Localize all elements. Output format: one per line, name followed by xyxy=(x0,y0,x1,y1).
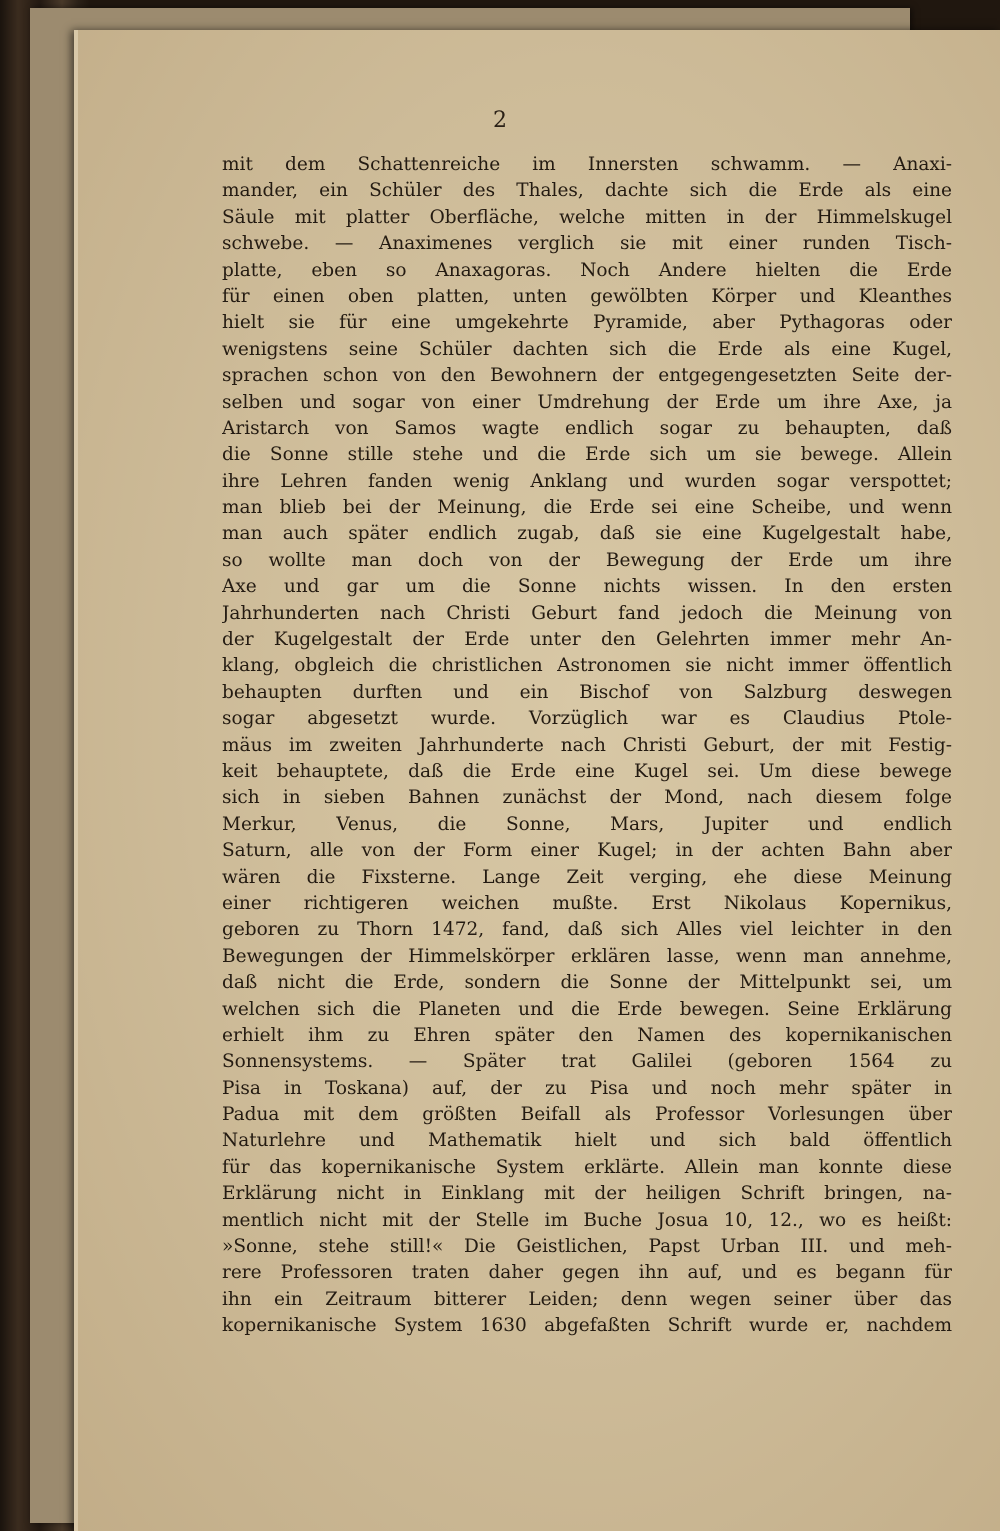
text-line: keit behauptete, daß die Erde eine Kugel sei. Um diese bewege xyxy=(222,760,952,782)
page-number: 2 xyxy=(493,108,507,133)
text-line: hielt sie für eine umgekehrte Pyramide, aber Pythagoras oder xyxy=(222,312,952,334)
text-line: Aristarch von Samos wagte endlich sogar zu behaupten, daß xyxy=(222,417,952,439)
page-edge xyxy=(74,30,78,1531)
text-line: Saturn, alle von der Form einer Kugel; in der achten Bahn aber xyxy=(222,840,952,862)
text-line: Naturlehre und Mathematik hielt und sich bald öffentlich xyxy=(222,1130,952,1152)
text-line: Axe und gar um die Sonne nichts wissen. In den ersten xyxy=(222,576,952,598)
text-line: schwebe. — Anaximenes verglich sie mit einer runden Tisch- xyxy=(222,233,952,255)
text-line: »Sonne, stehe still!« Die Geistlichen, Papst Urban III. und meh- xyxy=(222,1236,952,1258)
text-line: für das kopernikanische System erklärte. Allein man konnte diese xyxy=(222,1156,952,1178)
text-line: mäus im zweiten Jahrhunderte nach Christi Geburt, der mit Festig- xyxy=(222,734,952,756)
text-line: wenigstens seine Schüler dachten sich die Erde als eine Kugel, xyxy=(222,338,952,360)
text-line: einer richtigeren weichen mußte. Erst Nikolaus Kopernikus, xyxy=(222,892,952,914)
text-line: daß nicht die Erde, sondern die Sonne der Mittelpunkt sei, um xyxy=(222,972,952,994)
text-line: geboren zu Thorn 1472, fand, daß sich Alles viel leichter in den xyxy=(222,919,952,941)
text-line: man auch später endlich zugab, daß sie eine Kugelgestalt habe, xyxy=(222,523,952,545)
text-line: Erklärung nicht in Einklang mit der heiligen Schrift bringen, na- xyxy=(222,1183,952,1205)
text-line: ihre Lehren fanden wenig Anklang und wurden sogar verspottet; xyxy=(222,470,952,492)
text-line: Jahrhunderten nach Christi Geburt fand jedoch die Meinung von xyxy=(222,602,952,624)
text-line: ihn ein Zeitraum bitterer Leiden; denn wegen seiner über das xyxy=(222,1288,952,1310)
text-line: sich in sieben Bahnen zunächst der Mond, nach diesem folge xyxy=(222,787,952,809)
text-line: Padua mit dem größten Beifall als Professor Vorlesungen über xyxy=(222,1104,952,1126)
text-line: Pisa in Toskana) auf, der zu Pisa und noch mehr später in xyxy=(222,1077,952,1099)
text-line: welchen sich die Planeten und die Erde bewegen. Seine Erklärung xyxy=(222,998,952,1020)
text-line: platte, eben so Anaxagoras. Noch Andere hielten die Erde xyxy=(222,259,952,281)
text-line: Merkur, Venus, die Sonne, Mars, Jupiter und endlich xyxy=(222,813,952,835)
text-line: man blieb bei der Meinung, die Erde sei eine Scheibe, und wenn xyxy=(222,497,952,519)
text-line: Bewegungen der Himmelskörper erklären lasse, wenn man annehme, xyxy=(222,945,952,967)
body-text xyxy=(222,152,952,1340)
text-line: der Kugelgestalt der Erde unter den Gelehrten immer mehr An- xyxy=(222,629,952,651)
text-line: mander, ein Schüler des Thales, dachte sich die Erde als eine xyxy=(222,180,952,202)
text-line: wären die Fixsterne. Lange Zeit verging, ehe diese Meinung xyxy=(222,866,952,888)
text-line: für einen oben platten, unten gewölbten Körper und Kleanthes xyxy=(222,285,952,307)
text-line: erhielt ihm zu Ehren später den Namen des kopernikanischen xyxy=(222,1024,952,1046)
text-line: selben und sogar von einer Umdrehung der Erde um ihre Axe, ja xyxy=(222,391,952,413)
text-line: mentlich nicht mit der Stelle im Buche Josua 10, 12., wo es heißt: xyxy=(222,1209,952,1231)
text-line: Sonnensystems. — Später trat Galilei (geboren 1564 zu xyxy=(222,1051,952,1073)
text-line: rere Professoren traten daher gegen ihn auf, und es begann für xyxy=(222,1262,952,1284)
text-line: Säule mit platter Oberfläche, welche mitten in der Himmelskugel xyxy=(222,206,952,228)
text-line: klang, obgleich die christlichen Astronomen sie nicht immer öffentlich xyxy=(222,655,952,677)
text-line: sprachen schon von den Bewohnern der entgegengesetzten Seite der- xyxy=(222,365,952,387)
text-line: die Sonne stille stehe und die Erde sich um sie bewege. Allein xyxy=(222,444,952,466)
text-line: sogar abgesetzt wurde. Vorzüglich war es Claudius Ptole- xyxy=(222,708,952,730)
text-line: behaupten durften und ein Bischof von Salzburg deswegen xyxy=(222,681,952,703)
text-line: kopernikanische System 1630 abgefaßten Schrift wurde er, nachdem xyxy=(222,1315,952,1337)
text-line: so wollte man doch von der Bewegung der Erde um ihre xyxy=(222,549,952,571)
text-line: mit dem Schattenreiche im Innersten schwamm. — Anaxi- xyxy=(222,154,952,175)
